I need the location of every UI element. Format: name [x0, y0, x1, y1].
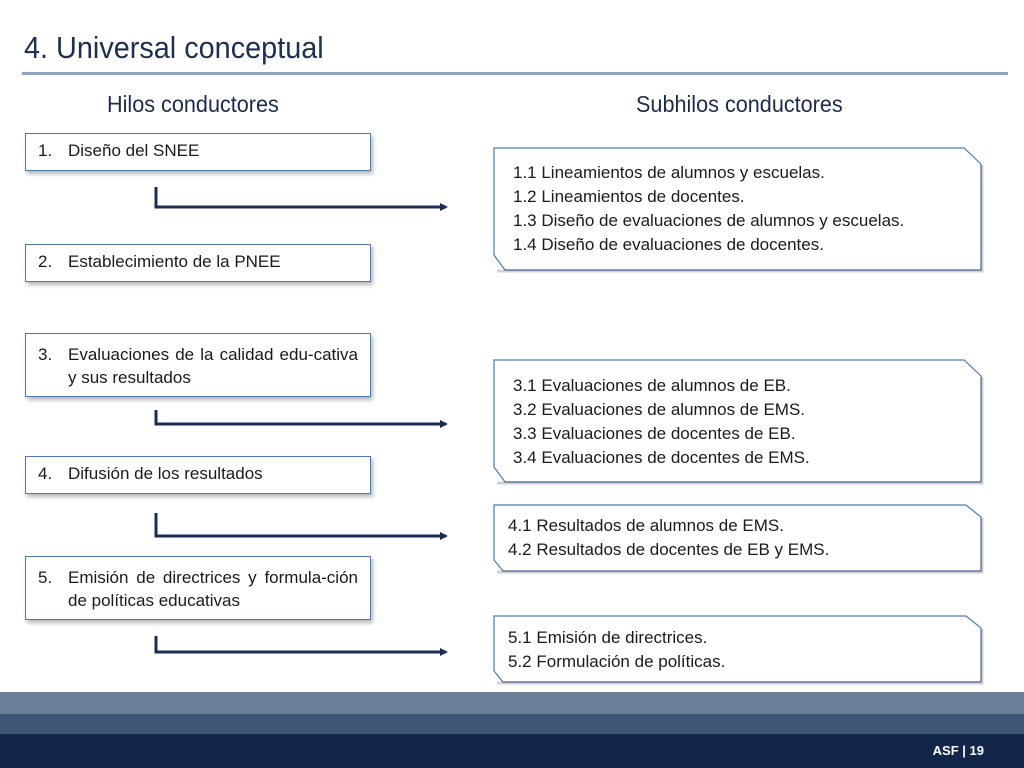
hilo-box-1 [25, 133, 371, 171]
connector-arrow-2 [156, 410, 446, 424]
subhilo-item: 5.1 Emisión de directrices. [508, 628, 708, 647]
hilo-text: Diseño del SNEE [68, 141, 200, 160]
subhilo-item: 4.1 Resultados de alumnos de EMS. [508, 516, 784, 535]
subhilo-list [508, 514, 1001, 562]
subhilo-item: 3.2 Evaluaciones de alumnos de EMS. [513, 400, 806, 419]
hilo-text: Evaluaciones de la calidad edu-cativa y sus resultados [68, 345, 358, 387]
title-divider [22, 72, 1008, 75]
connector-arrow-3 [156, 513, 446, 536]
subhilo-item: 3.4 Evaluaciones de docentes de EMS. [513, 448, 810, 467]
subhilo-item: 1.2 Lineamientos de docentes. [513, 187, 745, 206]
connector-arrow-4 [156, 636, 446, 652]
subhilo-list [508, 626, 1001, 674]
subhilo-item: 1.3 Diseño de evaluaciones de alumnos y escuelas. [513, 211, 905, 230]
hilo-text: Establecimiento de la PNEE [68, 252, 281, 271]
footer-band-dark [0, 734, 1024, 768]
subhilo-box-4 [491, 613, 984, 684]
hilo-number: 1. [38, 141, 53, 160]
slide-title: 4. Universal conceptual [24, 30, 324, 65]
subhilos-heading: Subhilos conductores [636, 91, 843, 117]
subhilo-item: 5.2 Formulación de políticas. [508, 652, 726, 671]
subhilo-box-2 [491, 357, 984, 484]
hilo-box-3 [25, 333, 371, 397]
subhilo-item: 1.1 Lineamientos de alumnos y escuelas. [513, 163, 825, 182]
hilo-box-4 [25, 456, 371, 494]
hilo-box-2 [25, 244, 371, 282]
hilos-heading: Hilos conductores [107, 91, 279, 117]
footer-band-mid [0, 714, 1024, 734]
hilo-text: Difusión de los resultados [68, 464, 263, 483]
hilo-number: 5. [38, 568, 53, 587]
subhilo-box-3 [491, 502, 984, 573]
subhilo-list [513, 374, 1006, 470]
hilo-number: 4. [38, 464, 53, 483]
hilo-number: 2. [38, 252, 53, 271]
subhilo-item: 3.3 Evaluaciones de docentes de EB. [513, 424, 796, 443]
subhilo-box-1 [491, 145, 984, 272]
hilo-text: Emisión de directrices y formula-ción de políticas educativas [68, 568, 358, 610]
hilo-number: 3. [38, 345, 53, 364]
footer-band-light [0, 692, 1024, 714]
hilo-box-5 [25, 556, 371, 620]
footer-page-label: ASF | 19 [932, 743, 984, 758]
subhilo-list [513, 161, 1006, 257]
subhilo-item: 3.1 Evaluaciones de alumnos de EB. [513, 376, 791, 395]
subhilo-item: 4.2 Resultados de docentes de EB y EMS. [508, 540, 830, 559]
connector-arrow-1 [156, 187, 446, 207]
subhilo-item: 1.4 Diseño de evaluaciones de docentes. [513, 235, 824, 254]
